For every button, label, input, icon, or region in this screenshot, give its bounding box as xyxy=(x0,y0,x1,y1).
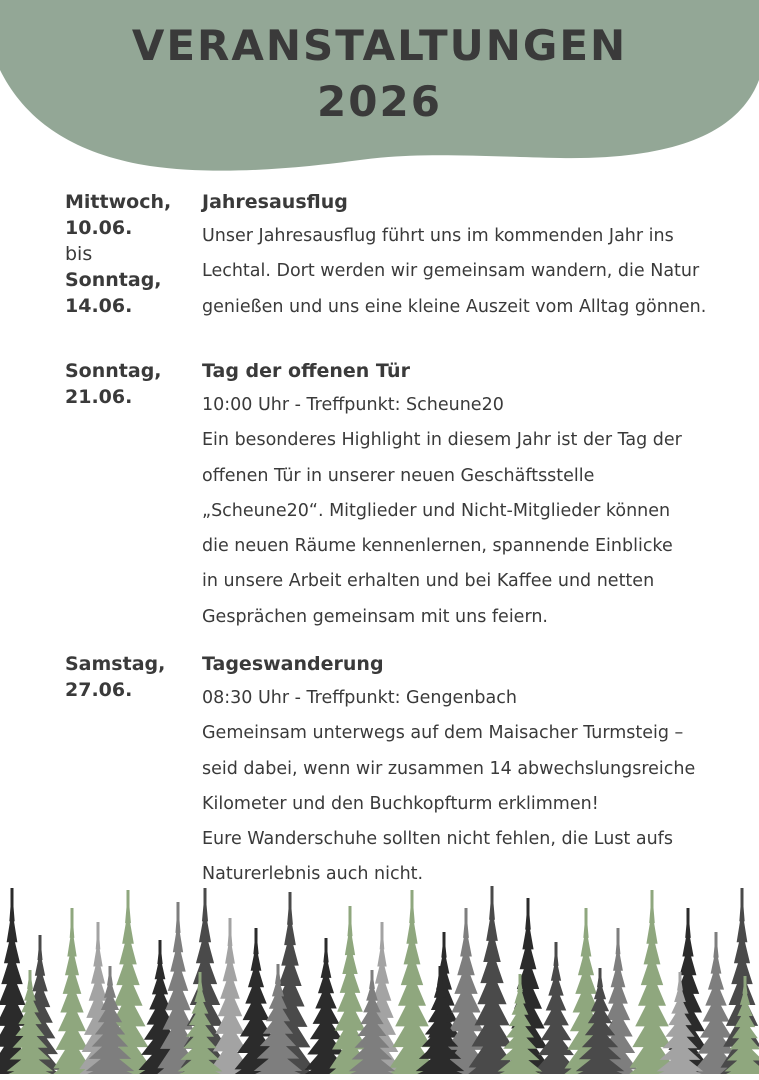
event-date-date: 27.06. xyxy=(65,679,133,701)
event-text-line: Kilometer und den Buchkopfturm erklimmen! xyxy=(202,793,599,814)
event-text-line: Lechtal. Dort werden wir gemeinsam wandern, die Natur xyxy=(202,261,700,282)
event-date xyxy=(65,358,190,410)
event-date-day: Sonntag, xyxy=(65,360,162,382)
event-body xyxy=(202,358,757,635)
event-title: Jahresausflug xyxy=(202,191,348,213)
event-text-line: „Scheune20“. Mitglieder und Nicht-Mitglieder können xyxy=(202,500,671,521)
event-date xyxy=(65,651,190,703)
event-text-line: Naturerlebnis auch nicht. xyxy=(202,864,424,885)
event-text-line: in unsere Arbeit erhalten und bei Kaffee und netten xyxy=(202,571,655,592)
forest-ground xyxy=(0,1074,759,1080)
event-text-line: Gemeinsam unterwegs auf dem Maisacher Turmsteig – xyxy=(202,723,684,744)
event-description xyxy=(202,388,757,635)
event-time-location: 10:00 Uhr - Treffpunkt: Scheune20 xyxy=(202,395,504,415)
event-description xyxy=(202,219,757,325)
fir-tree-forest-icon xyxy=(0,880,759,1080)
event-date-day: Samstag, xyxy=(65,653,166,675)
page-title-line1: VERANSTALTUNGEN xyxy=(131,21,628,70)
event-body xyxy=(202,189,757,325)
page-title-line2: 2026 xyxy=(317,77,442,126)
event-date-start-date: 10.06. xyxy=(65,217,133,239)
event-text-line: offenen Tür in unserer neuen Geschäftsstelle xyxy=(202,465,595,486)
event-body xyxy=(202,651,757,893)
event-title: Tageswanderung xyxy=(202,653,384,675)
event-time-location: 08:30 Uhr - Treffpunkt: Gengenbach xyxy=(202,688,517,708)
event-date xyxy=(65,189,190,319)
event-text-line: die neuen Räume kennenlernen, spannende Einblicke xyxy=(202,536,673,557)
event-text-line: genießen und uns eine kleine Auszeit vom Alltag gönnen. xyxy=(202,296,707,317)
page-title xyxy=(0,18,759,130)
event-text-line: seid dabei, wenn wir zusammen 14 abwechslungsreiche xyxy=(202,758,696,779)
event-date-end-date: 14.06. xyxy=(65,295,133,317)
event-text-line: Ein besonderes Highlight in diesem Jahr ist der Tag der xyxy=(202,430,682,451)
event-date-separator: bis xyxy=(65,243,93,265)
event-date-date: 21.06. xyxy=(65,386,133,408)
event-date-start-day: Mittwoch, xyxy=(65,191,172,213)
event-date-end-day: Sonntag, xyxy=(65,269,162,291)
event-title: Tag der offenen Tür xyxy=(202,360,410,382)
event-text-line: Unser Jahresausflug führt uns im kommenden Jahr ins xyxy=(202,226,674,246)
event-text-line: Gesprächen gemeinsam mit uns feiern. xyxy=(202,606,548,627)
event-description xyxy=(202,681,757,893)
event-text-line: Eure Wanderschuhe sollten nicht fehlen, die Lust aufs xyxy=(202,829,673,850)
